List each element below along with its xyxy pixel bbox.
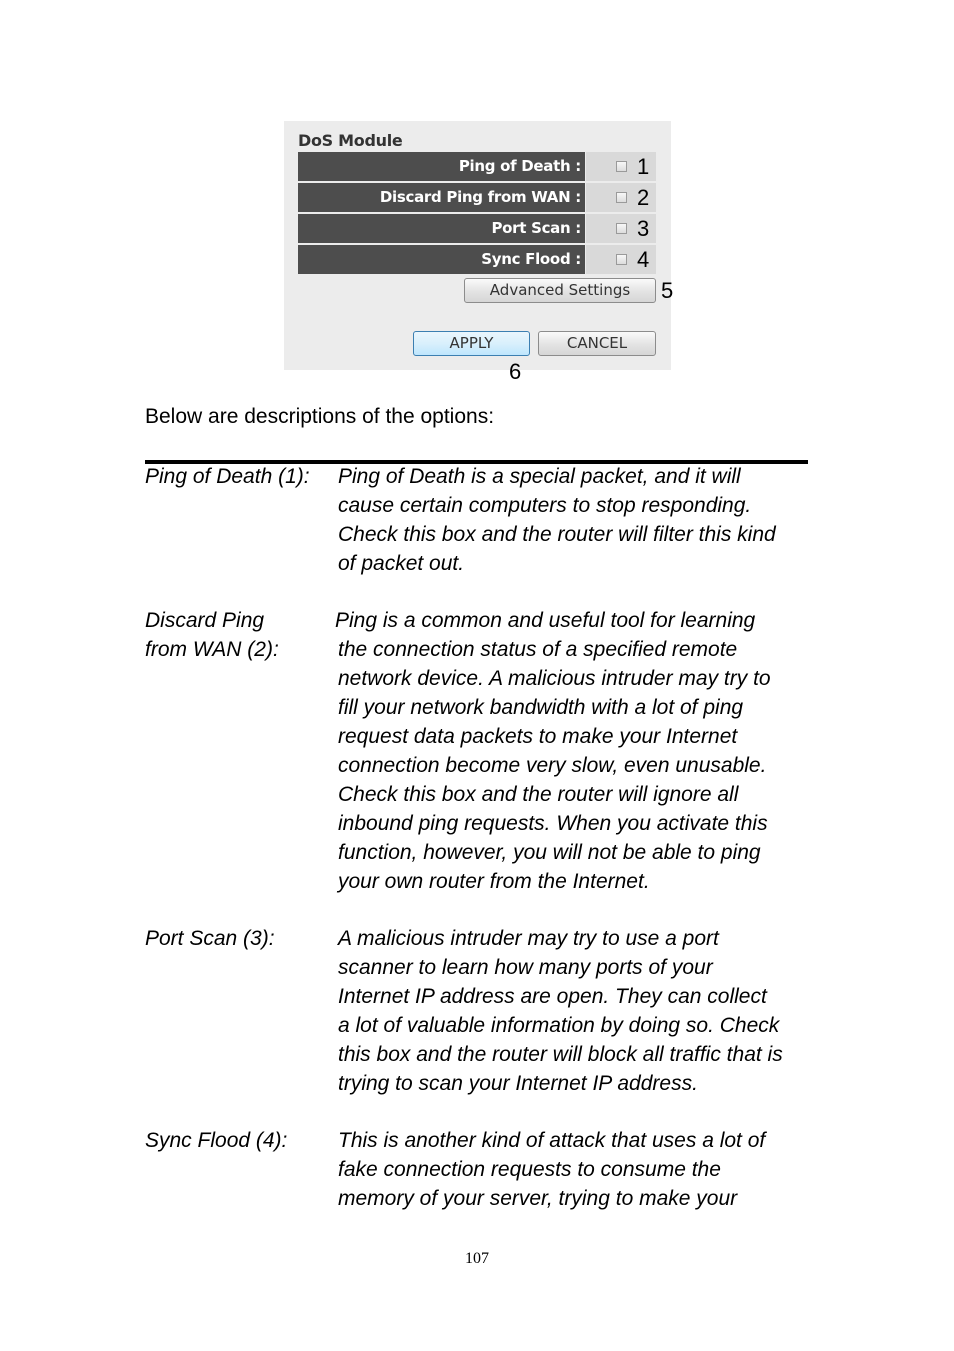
desc-line: Ping of Death is a special packet, and it will [338, 465, 741, 488]
term-line: Discard Ping [145, 609, 265, 632]
desc-line: function, however, you will not be able to ping [338, 841, 761, 864]
advanced-settings-button[interactable]: Advanced Settings [464, 278, 656, 303]
desc-line: your own router from the Internet. [338, 870, 650, 893]
term-line: Ping of Death (1): [145, 465, 310, 488]
desc-line: the connection status of a specified remote [338, 638, 738, 661]
desc-line: a lot of valuable information by doing so. Check [338, 1014, 780, 1037]
desc-line: network device. A malicious intruder may try to [338, 667, 771, 690]
desc-line: trying to scan your Internet IP address. [338, 1072, 698, 1095]
port-scan-checkbox[interactable] [616, 223, 627, 234]
cancel-button[interactable]: CANCEL [538, 331, 656, 356]
row-label: Port Scan : [298, 214, 585, 243]
row-label: Discard Ping from WAN : [298, 183, 585, 212]
desc-line: Check this box and the router will ignore all [338, 783, 739, 806]
desc-line: fake connection requests to consume the [338, 1158, 721, 1181]
term-line: Port Scan (3): [145, 927, 275, 950]
callout-4: 4 [637, 247, 650, 272]
desc-line: cause certain computers to stop responding. [338, 494, 752, 517]
desc-line: memory of your server, trying to make your [338, 1187, 738, 1210]
desc-line: request data packets to make your Internet [338, 725, 738, 748]
option-description [338, 1126, 814, 1213]
apply-button[interactable]: APPLY [413, 331, 530, 356]
row-label: Sync Flood : [298, 245, 585, 274]
term-line: from WAN (2): [145, 638, 279, 661]
option-description [338, 462, 814, 578]
intro-text: Below are descriptions of the options: [145, 405, 495, 428]
option-term [145, 462, 335, 491]
discard-ping-checkbox[interactable] [616, 192, 627, 203]
option-description [335, 606, 814, 896]
panel-title: DoS Module [298, 131, 403, 150]
option-term [145, 1126, 335, 1155]
row-label: Ping of Death : [298, 152, 585, 181]
desc-line: Check this box and the router will filter this kind [338, 523, 776, 546]
page-number: 107 [465, 1250, 489, 1267]
option-term [145, 924, 335, 953]
callout-5: 5 [661, 278, 674, 303]
option-description [338, 924, 814, 1098]
desc-line: fill your network bandwidth with a lot of ping [338, 696, 744, 719]
desc-line: This is another kind of attack that uses a lot of [338, 1129, 766, 1152]
callout-1: 1 [637, 154, 650, 179]
callout-2: 2 [637, 185, 650, 210]
desc-line: of packet out. [338, 552, 465, 575]
dos-module-panel [284, 121, 674, 370]
ping-of-death-checkbox[interactable] [616, 161, 627, 172]
option-term [145, 606, 335, 664]
desc-line: this box and the router will block all traffic that is [338, 1043, 783, 1066]
desc-line: A malicious intruder may try to use a port [338, 927, 719, 950]
term-line: Sync Flood (4): [145, 1129, 288, 1152]
desc-line: inbound ping requests. When you activate this [338, 812, 768, 835]
callout-6: 6 [509, 359, 522, 384]
desc-line: Ping is a common and useful tool for learning [335, 609, 756, 632]
sync-flood-checkbox[interactable] [616, 254, 627, 265]
desc-line: connection become very slow, even unusable. [338, 754, 767, 777]
callout-3: 3 [637, 216, 650, 241]
desc-line: Internet IP address are open. They can collect [338, 985, 767, 1008]
desc-line: scanner to learn how many ports of your [338, 956, 713, 979]
